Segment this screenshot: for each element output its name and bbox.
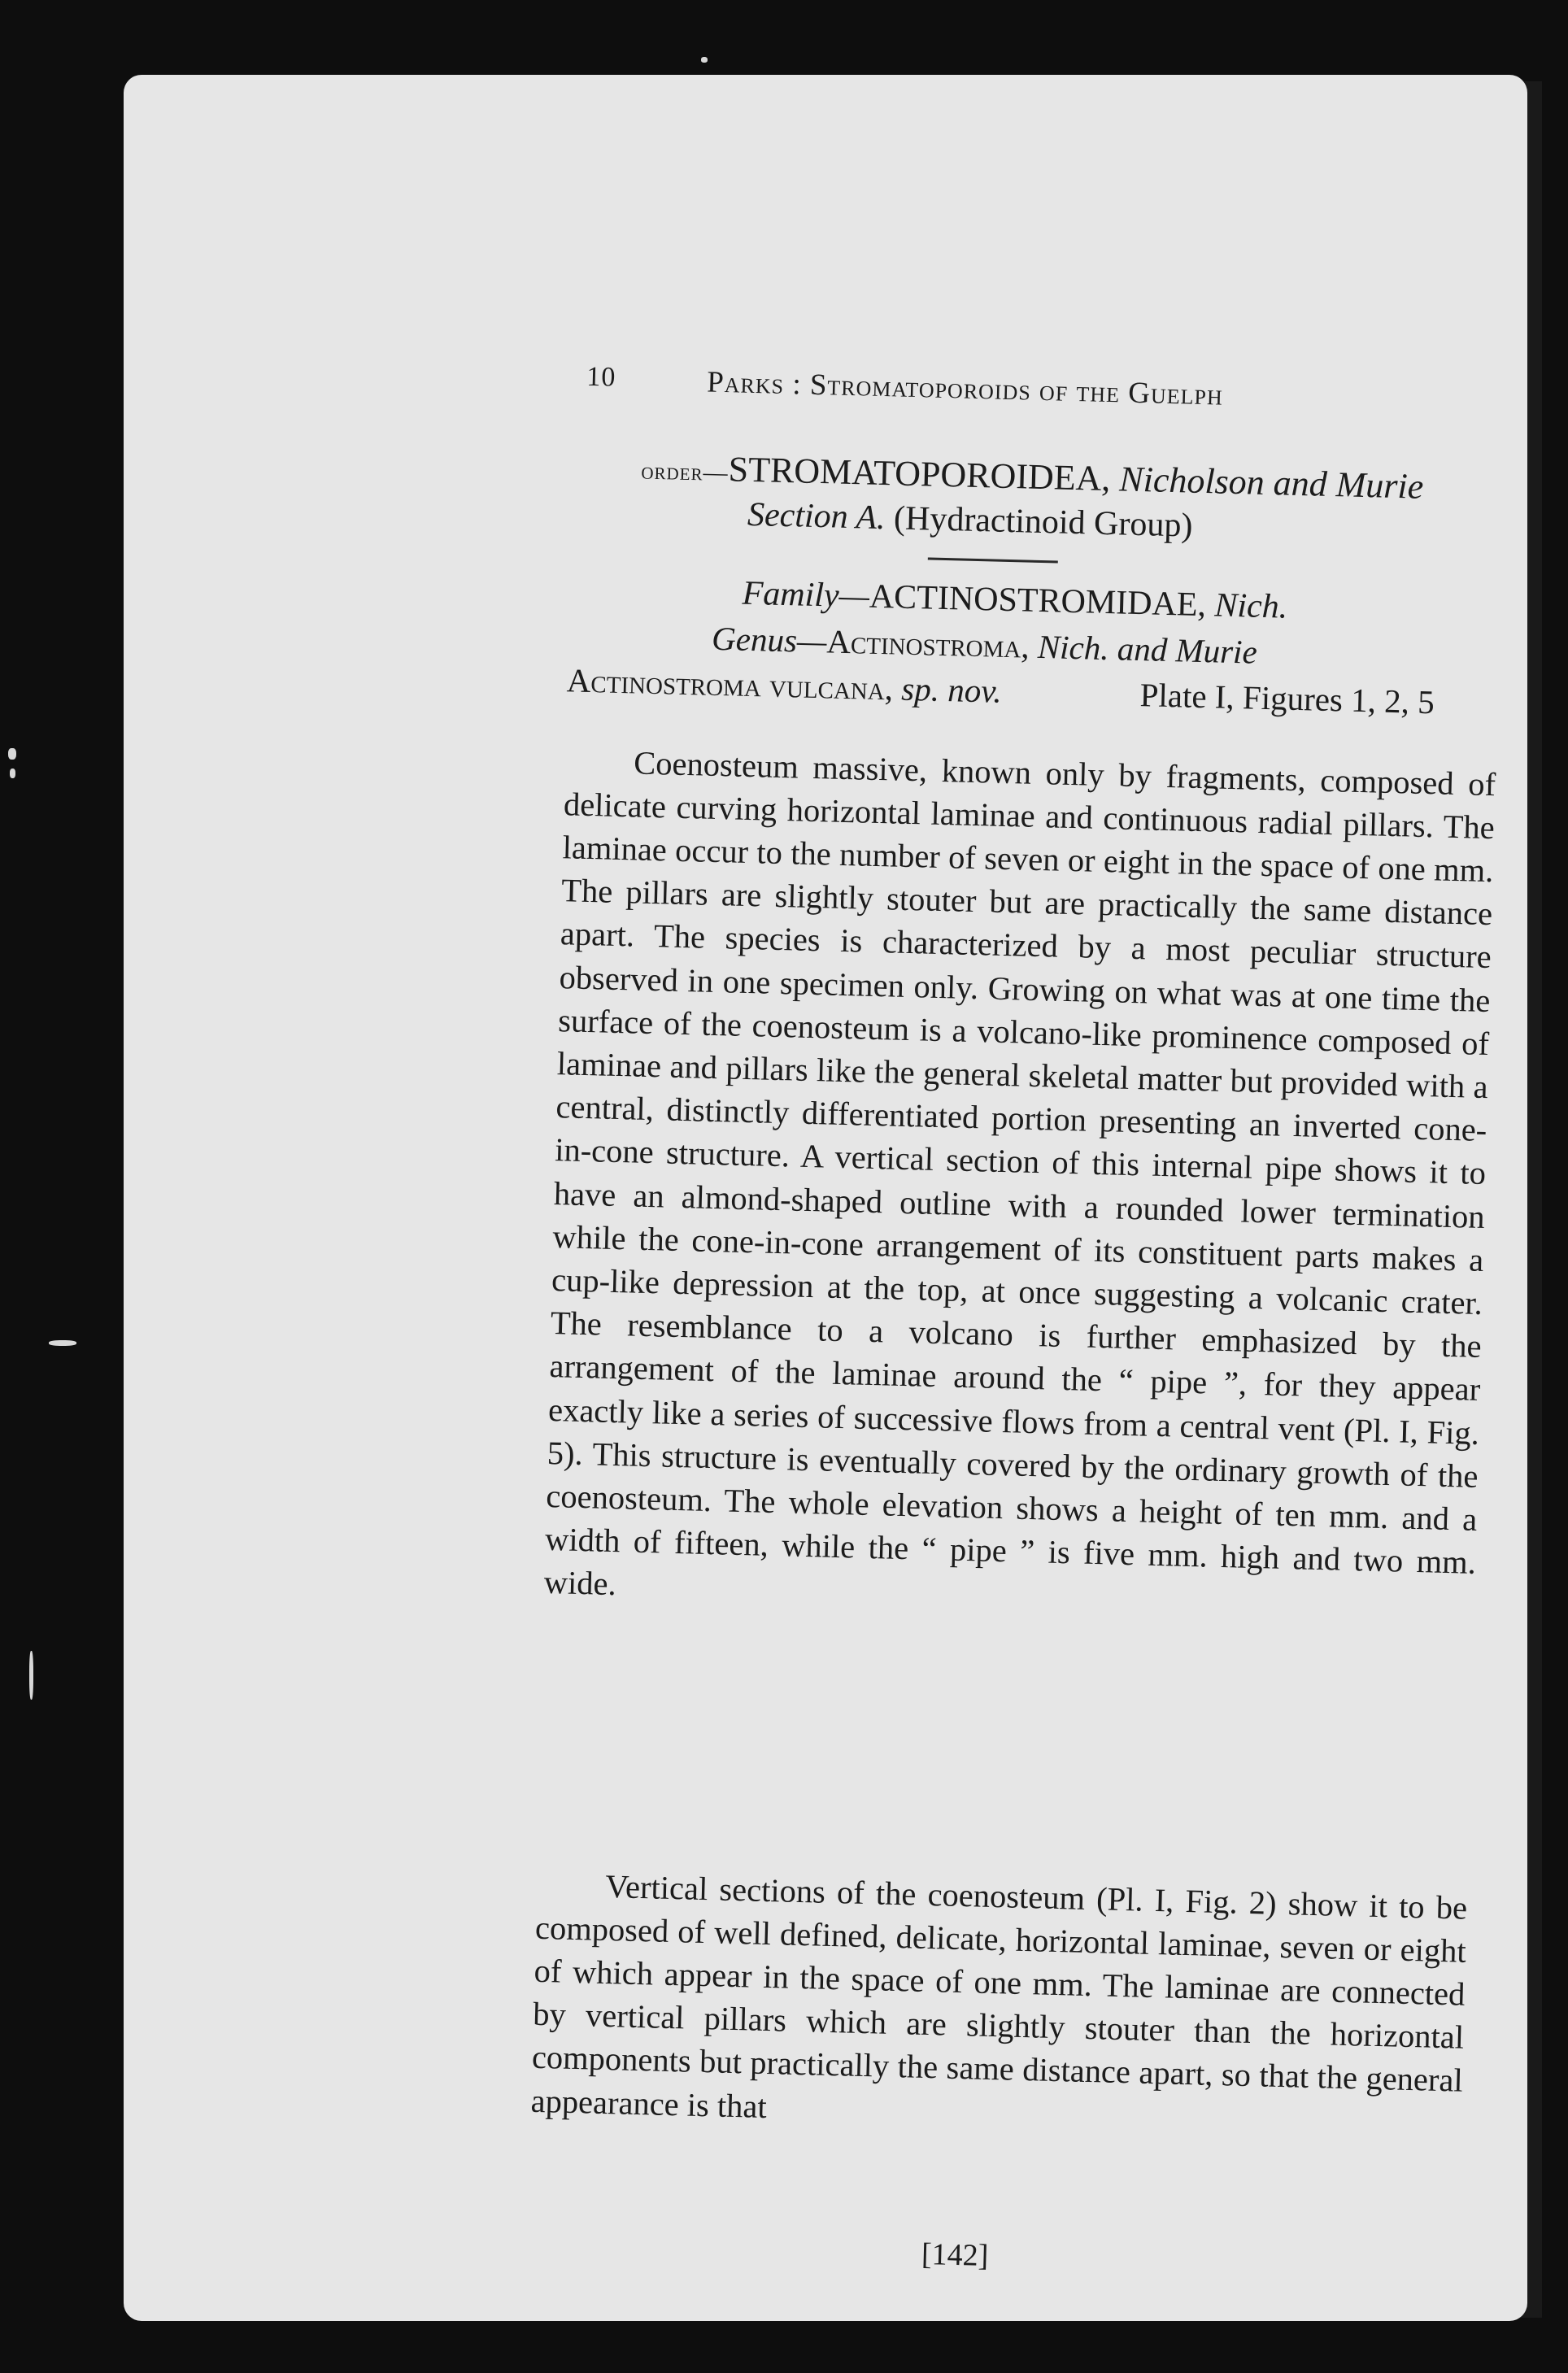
running-title: Parks : Stromatoporoids of the Guelph (706, 365, 1224, 412)
species-status: sp. nov. (900, 669, 1003, 710)
species-heading (566, 660, 1502, 723)
vertical-sections-paragraph: Vertical sections of the coenosteum (Pl. I, Fig. 2) show it to be composed of well defined, delicate, horizontal laminae, seven or eight of which appear in the space of one mm. The laminae are connected by vertical pillars which are slightly stouter than the horizontal components but practically the same distance apart, so that the general appearance is that (530, 1867, 1468, 2125)
genus-name: Actinostroma, (825, 622, 1039, 665)
page-number: 10 (586, 361, 616, 393)
genus-label: Genus— (711, 619, 828, 660)
book-page (124, 75, 1527, 2321)
order-name: STROMATOPOROIDEA, (728, 449, 1121, 499)
scan-speck (29, 1651, 33, 1700)
page-text-block (489, 355, 1496, 2273)
family-authority: Nich. (1213, 586, 1288, 626)
scan-speck (10, 769, 15, 778)
section-heading (747, 495, 1193, 546)
description-paragraph: Coenosteum massive, known only by fragments, composed of delicate curving horizontal laminae and continuous radial pillars. The laminae occur to the number of seven or eight in the space of one mm. The pillars are slightly stouter but are practically the same distance apart. The species is characterized by a most peculiar structure observed in one specimen only. Growing on what was at one time the surface of the coenosteum is a volcano-like prominence composed of laminae and pillars like the general skeletal matter but provided with a central, distinctly differentiated portion presenting an inverted cone-in-cone structure. A vertical section of this internal pipe shows it to have an almond-shaped outline with a rounded lower termination while the cone-in-cone arrangement of its constituent parts makes a cup-like depression at the top, at once suggesting a volcanic crater. The resemblance to a volcano is further emphasized by the arrangement of the laminae around the “ pipe ”, for they appear exactly like a series of successive flows from a central vent (Pl. I, Fig. 5). This structure is eventually covered by the ordinary growth of the coenosteum. The whole elevation shows a height of ten mm. and a width of fifteen, while the “ pipe ” is five mm. high and two mm. wide. (543, 743, 1496, 1603)
order-authority: Nicholson and Murie (1118, 459, 1424, 507)
folio-number: [142] (921, 2236, 989, 2273)
scan-speck (701, 57, 708, 63)
family-heading (742, 574, 1288, 627)
plate-reference: Plate I, Figures 1, 2, 5 (1139, 676, 1435, 721)
heading-rule (928, 557, 1058, 563)
family-label: Family— (742, 574, 870, 616)
genus-heading (712, 619, 1258, 672)
section-group: (Hydractinoid Group) (893, 499, 1193, 545)
section-label: Section A. (747, 495, 886, 538)
genus-authority: Nich. and Murie (1037, 627, 1258, 671)
scan-speck (8, 748, 16, 760)
family-name: ACTINOSTROMIDAE, (869, 577, 1216, 625)
species-name: Actinostroma vulcana, (566, 661, 902, 708)
running-head (529, 355, 1481, 429)
order-prefix: order— (641, 457, 730, 487)
scan-speck (49, 1340, 76, 1346)
